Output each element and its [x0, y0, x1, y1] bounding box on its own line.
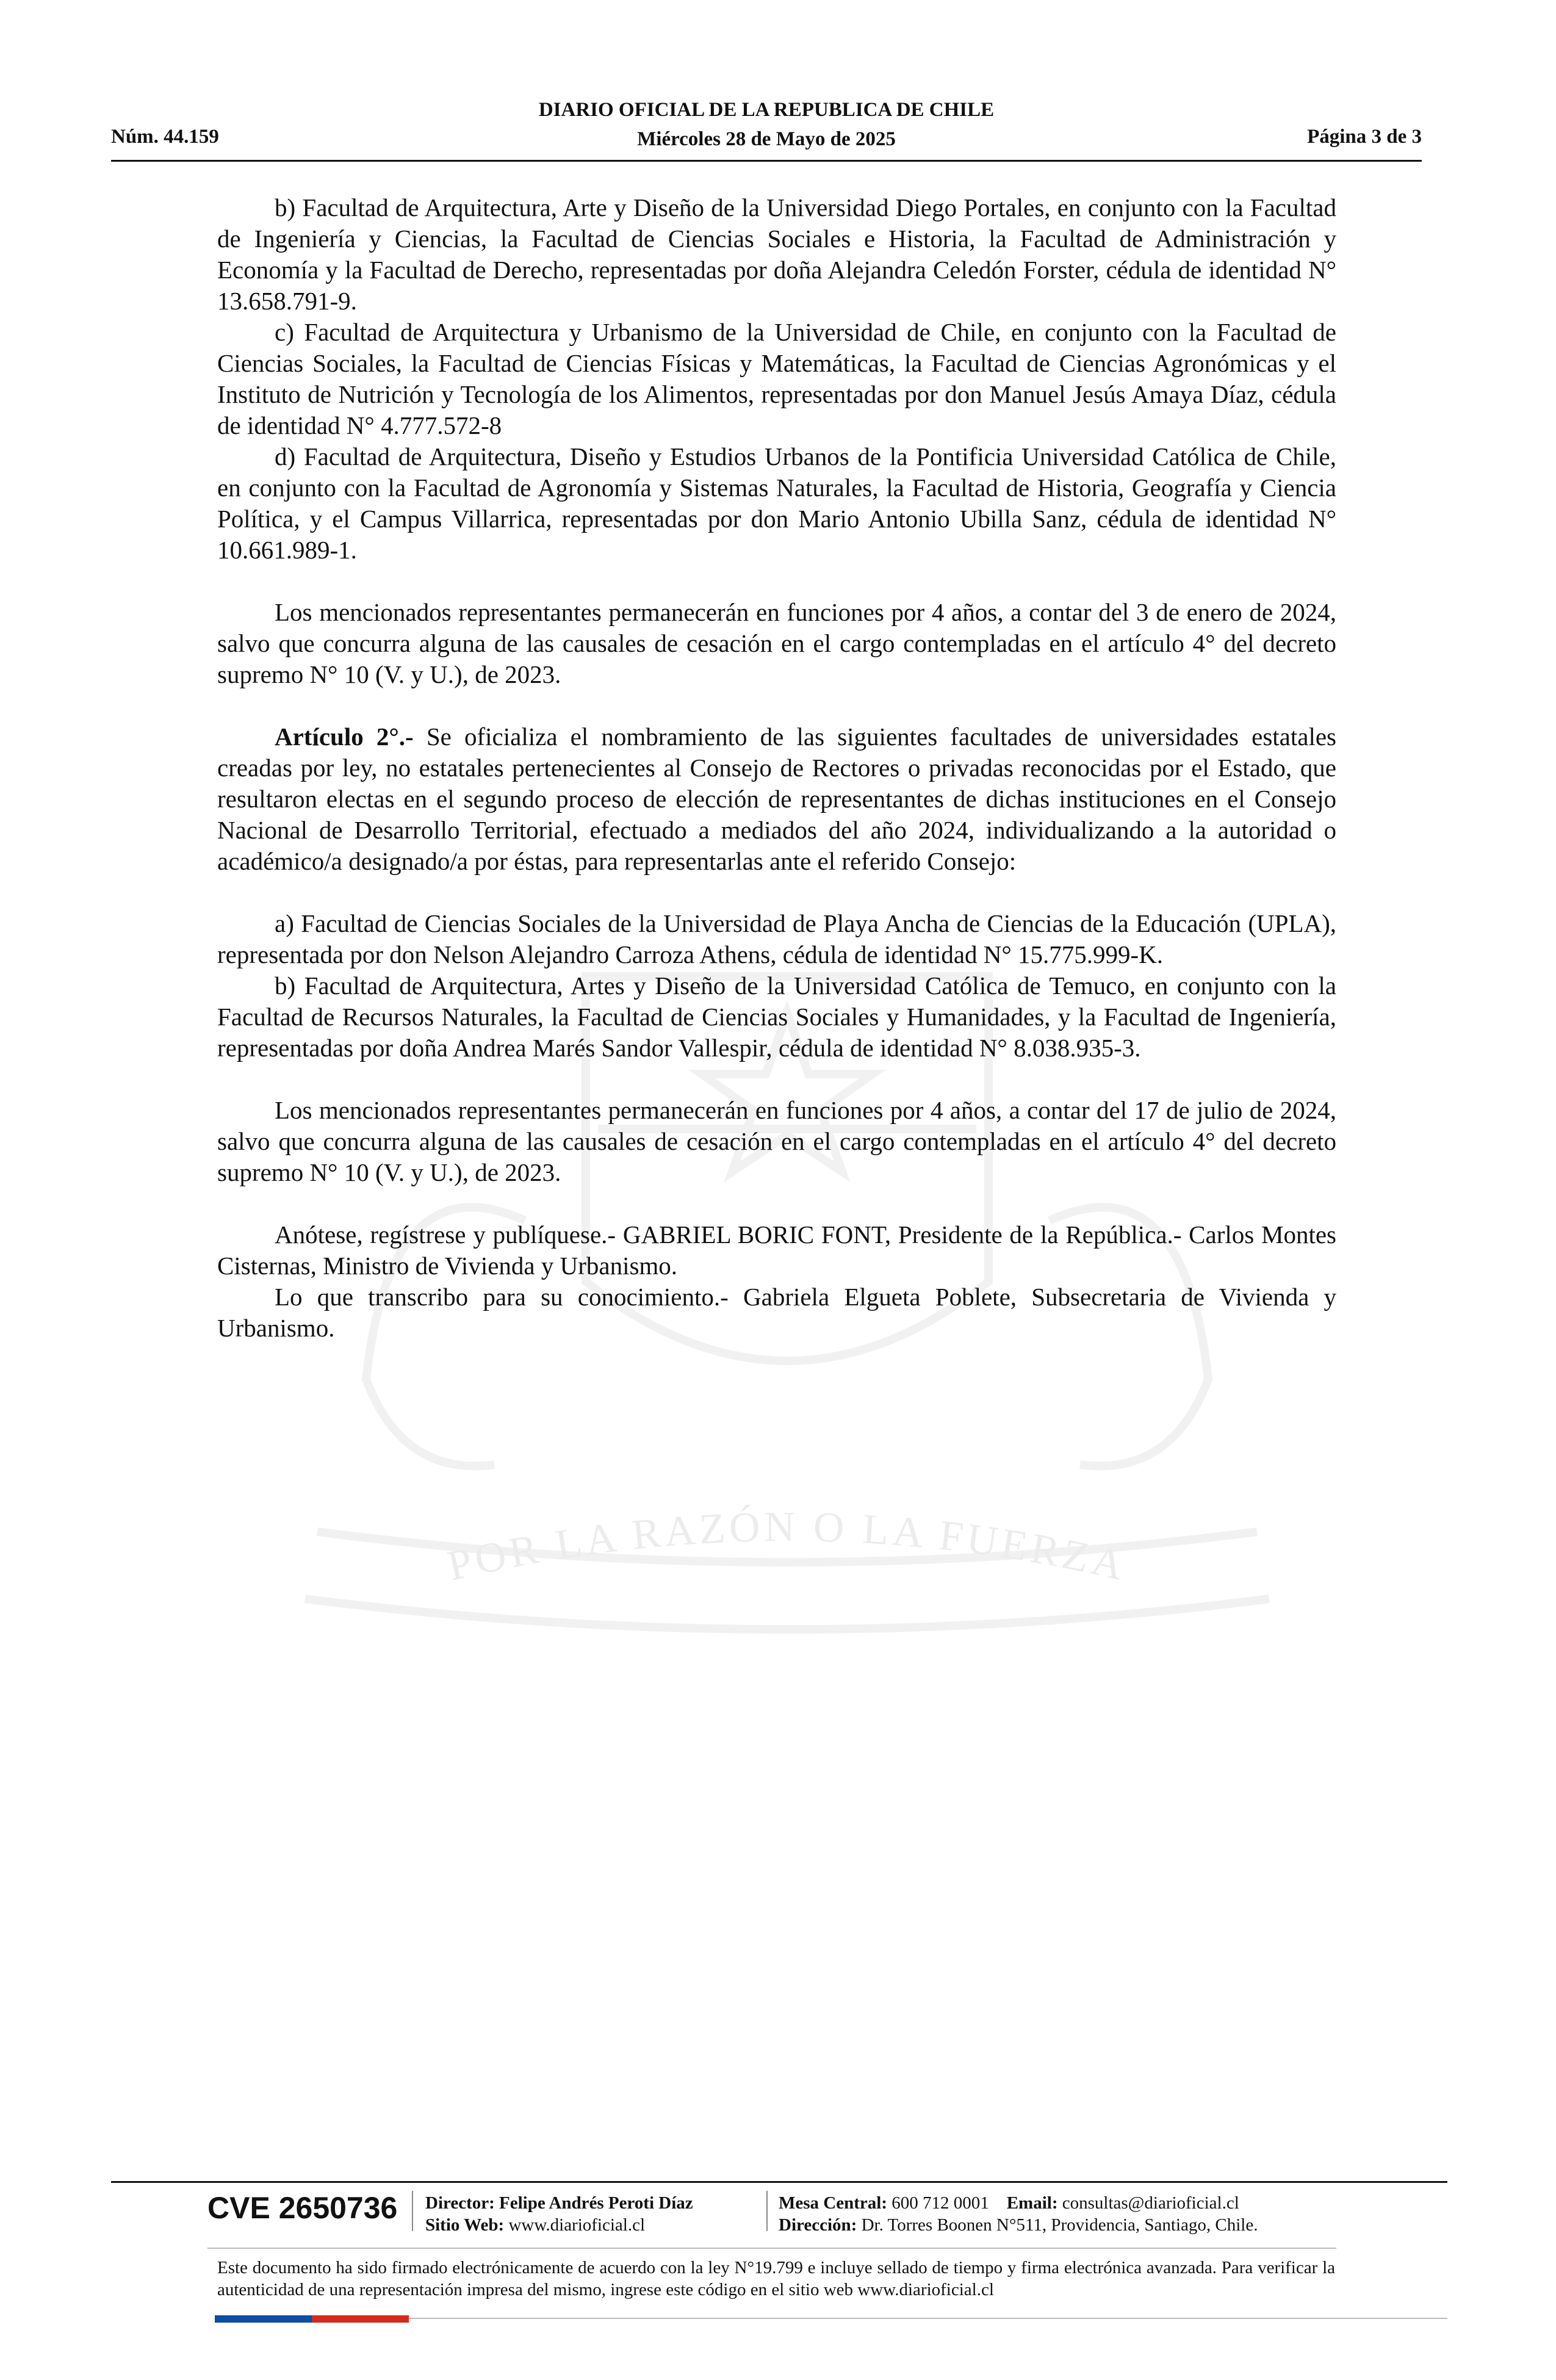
- paragraph-transcription: Lo que transcribo para su conocimiento.- Gabriela Elgueta Poblete, Subsecretaria de Vivienda y Urbanismo.: [217, 1283, 1336, 1342]
- address-label: Dirección:: [779, 2215, 857, 2235]
- address-value: Dr. Torres Boonen N°511, Providencia, Santiago, Chile.: [861, 2215, 1258, 2235]
- paragraph-term-2: Los mencionados representantes permanecerán en funciones por 4 años, a contar del 17 de julio de 2024, salvo que concurra alguna de las causales de cesación en el cargo contempladas en el artículo 4° del decreto supremo N° 10 (V. y U.), de 2023.: [217, 1096, 1336, 1186]
- footer-divider-mid: [207, 2248, 1336, 2249]
- director-name: Felipe Andrés Peroti Díaz: [499, 2193, 693, 2213]
- paragraph-article-2: [217, 721, 1336, 877]
- header-center: [111, 95, 1422, 154]
- issue-number: Núm. 44.159: [111, 126, 219, 148]
- footer-contact-block: [779, 2192, 1258, 2236]
- article-2-heading: Artículo 2°.-: [275, 723, 414, 751]
- website-label: Sitio Web:: [425, 2215, 505, 2235]
- email-label: Email:: [1006, 2193, 1058, 2213]
- paragraph-signatures: Anótese, regístrese y publíquese.- GABRIEL BORIC FONT, Presidente de la República.- Carlos Montes Cisternas, Ministro de Vivienda y Urbanismo.: [217, 1221, 1336, 1280]
- footer-divider-top: [111, 2181, 1447, 2183]
- footer-director-block: [425, 2192, 693, 2236]
- page-header: [111, 93, 1422, 162]
- document-body: [217, 192, 1336, 1344]
- paragraph-item-b: b) Facultad de Arquitectura, Arte y Diseño de la Universidad Diego Portales, en conjunto con la Facultad de Ingeniería y Ciencias, la Facultad de Ciencias Sociales e Historia, la Facultad de Administración y Economía y la Facultad de Derecho, representadas por doña Alejandra Celedón Forster, cédula de identidad N° 13.658.791-9.: [217, 193, 1336, 315]
- paragraph-item-a2: a) Facultad de Ciencias Sociales de la Universidad de Playa Ancha de Ciencias de la Educación (UPLA), representada por don Nelson Alejandro Carroza Athens, cédula de identidad N° 15.775.999-K.: [217, 909, 1336, 968]
- paragraph-item-d: d) Facultad de Arquitectura, Diseño y Estudios Urbanos de la Pontificia Universidad Católica de Chile, en conjunto con la Facultad de Agronomía y Sistemas Naturales, la Facultad de Historia, Geografía y Ciencia Política, y el Campus Villarrica, representadas por don Mario Antonio Ubilla Sanz, cédula de identidad N° 10.661.989-1.: [217, 442, 1336, 564]
- page-number: Página 3 de 3: [1307, 126, 1422, 148]
- flag-stripe-red: [312, 2315, 409, 2323]
- phone-number: 600 712 0001: [891, 2193, 989, 2213]
- paragraph-item-b2: b) Facultad de Arquitectura, Artes y Diseño de la Universidad Católica de Temuco, en conjunto con la Facultad de Recursos Naturales, la Facultad de Ciencias Sociales y Humanidades, y la Facultad de Ingeniería, representadas por doña Andrea Marés Sandor Vallespir, cédula de identidad N° 8.038.935-3.: [217, 972, 1336, 1062]
- issue-date: Miércoles 28 de Mayo de 2025: [637, 128, 896, 150]
- flag-stripe: [215, 2315, 409, 2323]
- director-label: Director:: [425, 2193, 495, 2213]
- email-link[interactable]: consultas@diarioficial.cl: [1062, 2193, 1239, 2213]
- footer-divider-bottom: [409, 2318, 1447, 2319]
- website-link[interactable]: www.diarioficial.cl: [508, 2215, 646, 2235]
- cve-code: CVE 2650736: [207, 2191, 398, 2225]
- svg-text:POR LA RAZÓN O LA FUERZA: [444, 1504, 1131, 1590]
- legal-notice: Este documento ha sido firmado electrónicamente de acuerdo con la ley N°19.799 e incluye sellado de tiempo y firma electrónica avanzada. Para verificar la autenticidad de una representación impresa del mismo, ingrese este código en el sitio web www.diarioficial.cl: [217, 2258, 1335, 2299]
- newspaper-title: DIARIO OFICIAL DE LA REPUBLICA DE CHILE: [538, 99, 995, 121]
- article-2-text: Se oficializa el nombramiento de las siguientes facultades de universidades estatales creadas por ley, no estatales pertenecientes al Consejo de Rectores o privadas reconocidas por el Estado, que resultaron electas en el segundo proceso de elección de representantes de dichas instituciones en el Consejo Nacional de Desarrollo Territorial, efectuado a mediados del año 2024, individualizando a la autoridad o académico/a designado/a por éstas, para representarlas ante el referido Consejo:: [217, 723, 1336, 875]
- footer-separator: [766, 2191, 768, 2231]
- paragraph-term-1: Los mencionados representantes permanecerán en funciones por 4 años, a contar del 3 de enero de 2024, salvo que concurra alguna de las causales de cesación en el cargo contempladas en el artículo 4° del decreto supremo N° 10 (V. y U.), de 2023.: [217, 598, 1336, 688]
- footer-separator: [412, 2191, 413, 2231]
- flag-stripe-blue: [215, 2315, 312, 2323]
- watermark-motto: POR LA RAZÓN O LA FUERZA: [443, 1503, 1131, 1590]
- phone-label: Mesa Central:: [779, 2193, 887, 2213]
- paragraph-item-c: c) Facultad de Arquitectura y Urbanismo de la Universidad de Chile, en conjunto con la Facultad de Ciencias Sociales, la Facultad de Ciencias Físicas y Matemáticas, la Facultad de Ciencias Agronómicas y el Instituto de Nutrición y Tecnología de los Alimentos, representadas por don Manuel Jesús Amaya Díaz, cédula de identidad N° 4.777.572-8: [217, 318, 1336, 439]
